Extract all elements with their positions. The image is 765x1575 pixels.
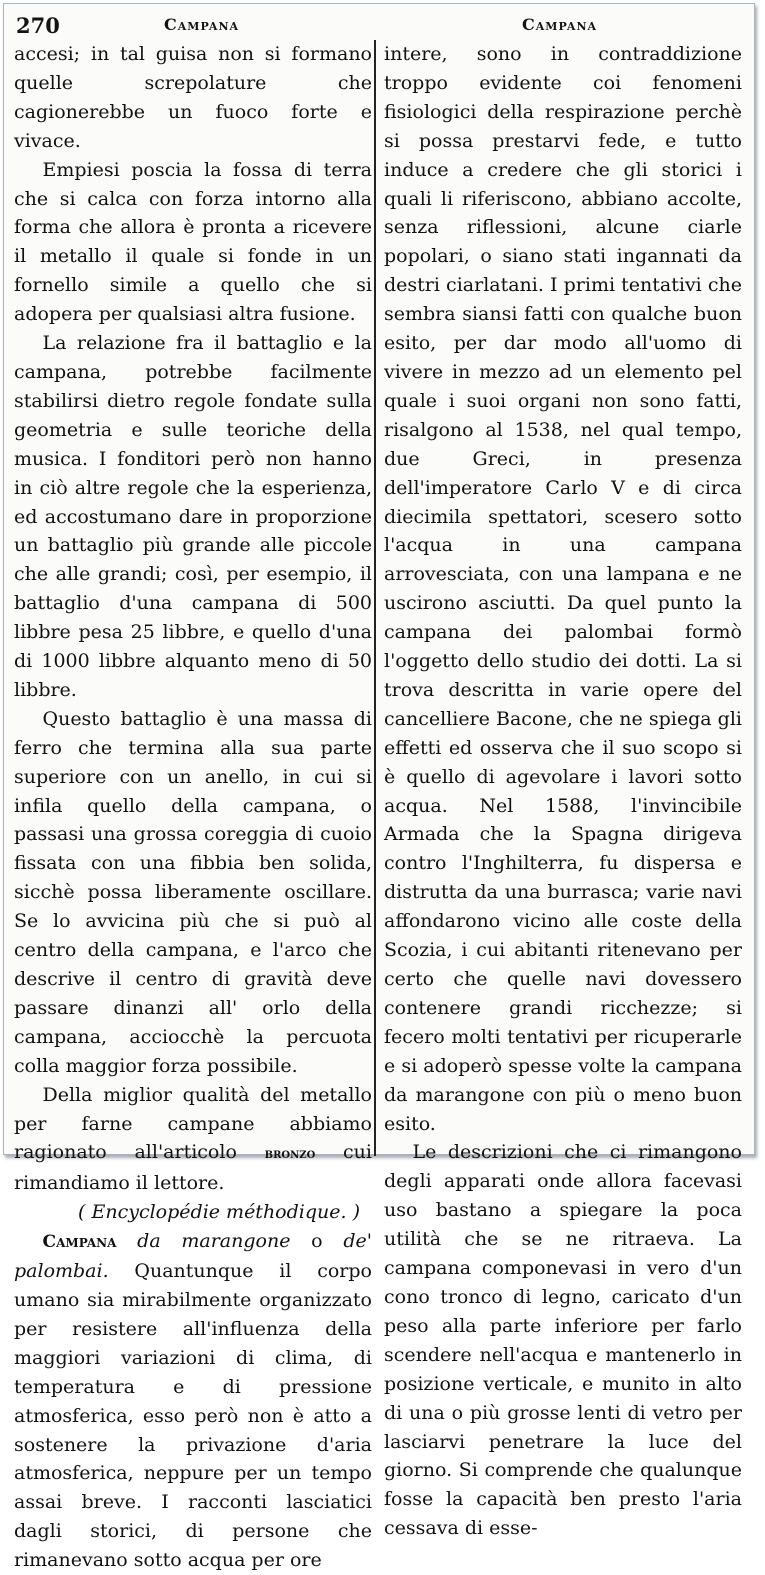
entry-subtitle-2: de' palombai. — [14, 1230, 372, 1283]
text-run: Quantunque il corpo umano sia mirabilmente organizzato per resistere all'influenza della maggiori variazioni di clima, di temperatura e di pressione atmosferica, esso però non è atto a sostenere la privazione d'aria atmosferica, neppure per un tempo assai breve. I racconti lasciatici dagli storici, di persone che rimanevano sotto acqua per ore — [14, 1260, 372, 1572]
paragraph: Questo battaglio è una massa di ferro che termina alla sua parte superiore con un anello, in cui si infila quello della campana, o passasi una grossa coreggia di cuoio fissata con una fibbia ben solida, sicchè possa liberamente oscillare. Se lo avvicina più che si può al centro della campana, e l'arco che descrive il centro di gravità deve passare dinanzi all' orlo della campana, acciocchè la percuota colla maggior forza possibile. — [14, 707, 372, 1077]
running-head-left: Campana — [164, 15, 240, 34]
right-column — [384, 40, 742, 1543]
paragraph: intere, sono in contraddizione troppo evidente coi fenomeni fisiologici della respirazione perchè si possa prestarvi fede, e tutto induce a credere che gli storici i quali li riferiscono, abbiano accolte, senza riflessioni, alcune ciarle popolari, o siano stati ingannati da destri ciarlatani. I primi tentativi che sembra siansi fatti con qualche buon esito, per dar modo all'uomo di vivere in mezzo ad un elemento pel quale i suoi organi non sono fatti, risalgono al 1538, nel qual tempo, due Greci, in presenza dell'imperatore Carlo V e di circa diecimila spettatori, scesero sotto l'acqua in una campana arrovesciata, con una lampana e ne uscirono asciutti. Da quel punto la campana dei palombai formò l'oggetto dello studio dei dotti. La si trova descritta in varie opere del cancelliere Bacone, che ne spiega gli effetti ed osserva che il suo scopo si è quello di agevolare i lavori sotto acqua. Nel 1588, l'invincibile Armada che la Spagna dirigeva contro l'Inghilterra, fu dispersa e distrutta da una burrasca; varie navi affondarono vicino alle coste della Scozia, i cui abitanti ritenevano per certo che quelle navi dovessero contenere grandi ricchezze; si fecero molti tentativi per ricuperarle e si adoperò spesse volte la campana da marangone con più o meno buon esito. — [384, 43, 742, 1135]
text-run: Della miglior qualità del metallo per farne campane abbiamo ragionato all'articolo — [14, 1083, 372, 1164]
entry-subtitle: da marangone — [137, 1230, 291, 1253]
text-run: o — [311, 1230, 323, 1253]
entry-headword: Campana — [42, 1232, 117, 1253]
column-divider — [374, 40, 376, 1156]
citation — [14, 1198, 372, 1227]
left-column — [14, 40, 372, 1575]
paragraph: La relazione fra il battaglio e la campana, potrebbe facilmente stabilirsi dietro regole fondate sulla geometria e sulle teoriche della musica. I fonditori però non hanno in ciò altre regole che la esperienza, ed accostumano dare in proporzione un battaglio più grande alle piccole che alle grandi; così, per esempio, il battaglio d'una campana di 500 libbre pesa 25 libbre, e quello d'una di 1000 libbre alquanto meno di 50 libbre. — [14, 332, 372, 701]
book-page — [3, 3, 755, 1572]
page-header — [14, 12, 744, 42]
paragraph: Le descrizioni che ci rimangono degli apparati onde allora facevasi uso bastano a spiegare la poca utilità che se ne ritraeva. La campana componevasi in vero d'un cono tronco di legno, caricato d'un peso alla parte inferiore per farlo scendere nell'acqua e mantenerlo in posizione verticale, e munito in alto di una o più grosse lenti di vetro per lasciarvi penetrare la luce del giorno. Si comprende che qualunque fosse la capacità ben presto l'aria cessava di esse- — [384, 1141, 742, 1540]
text-run: cui rimandiamo il lettore. — [14, 1141, 372, 1195]
cross-reference: bronzo — [264, 1146, 316, 1163]
entry-paragraph — [14, 1227, 372, 1575]
paragraph — [14, 1081, 372, 1199]
page-number: 270 — [16, 13, 60, 38]
citation-text: ( Encyclopédie méthodique. ) — [78, 1201, 360, 1224]
running-head-right: Campana — [522, 15, 598, 34]
paragraph: Empiesi poscia la fossa di terra che si calca con forza intorno alla forma che allora è pronta a ricevere il metallo il quale si fonde in un fornello simile a quello che si adopera per qualsiasi altra fusione. — [14, 158, 372, 326]
paragraph: accesi; in tal guisa non si formano quelle screpolature che cagionerebbe un fuoco forte e vivace. — [14, 43, 372, 152]
